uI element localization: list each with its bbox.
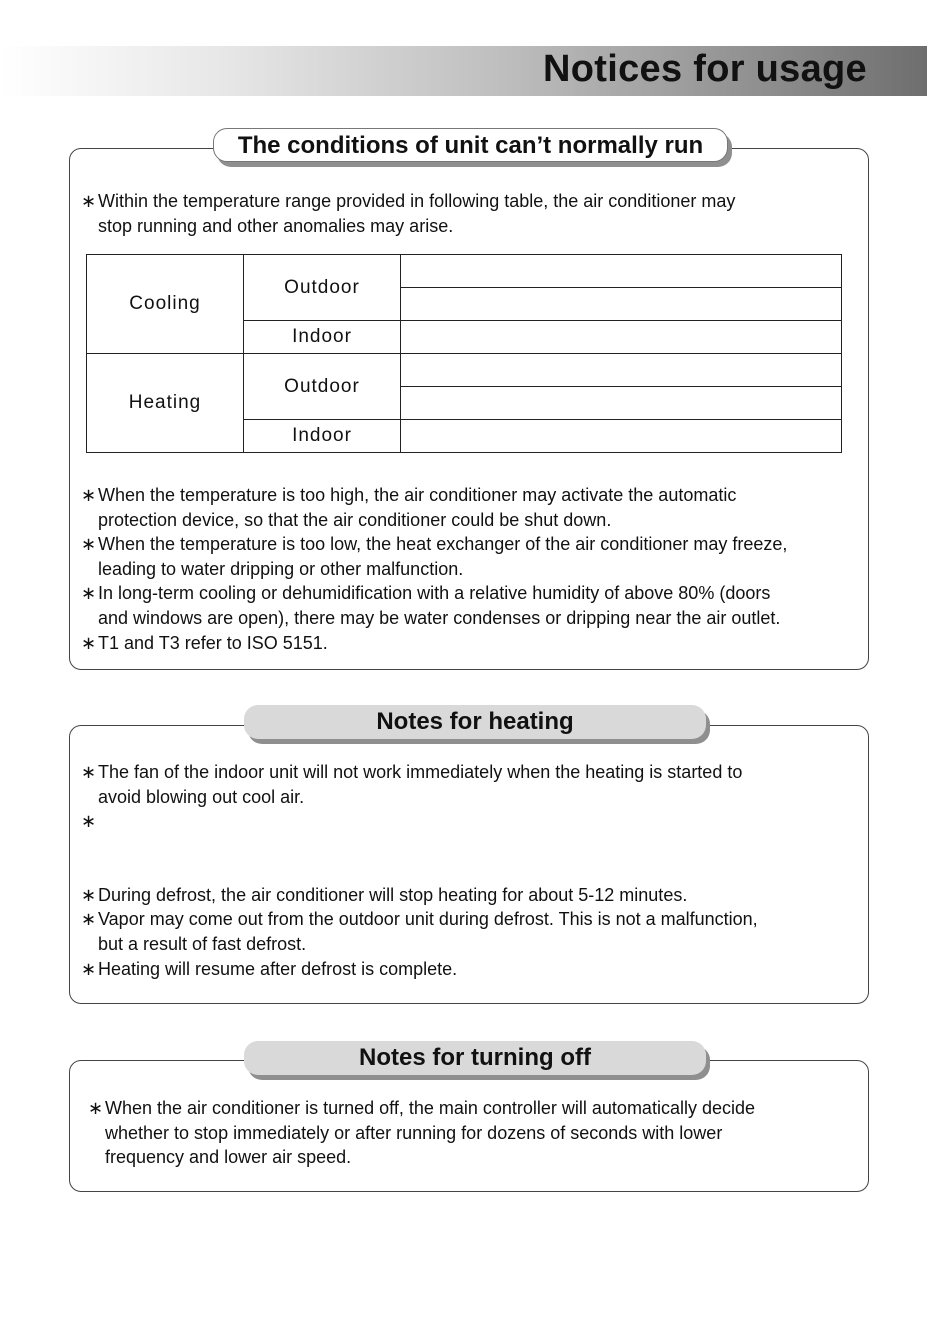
bullet: ∗ — [81, 762, 97, 782]
off-note-1-line-3: frequency and lower air speed. — [105, 1147, 352, 1168]
bullet: ∗ — [81, 534, 97, 555]
heating-heading: Notes for heating — [244, 705, 706, 739]
off-note-1-line-2: whether to stop immediately or after running for dozens of seconds with lower — [105, 1122, 723, 1143]
cond-note-1-line-1: When the temperature is too high, the air conditioner may activate the automatic — [98, 485, 737, 505]
heating-outdoor-value-1 — [401, 354, 842, 387]
cooling-outdoor-value-1 — [401, 255, 842, 288]
bullet: ∗ — [81, 485, 97, 505]
bullet: ∗ — [81, 811, 97, 832]
cooling-label: Cooling — [87, 255, 244, 354]
page-title: Notices for usage — [543, 48, 867, 90]
bullet: ∗ — [88, 1098, 104, 1118]
heat-note-3-line-1: During defrost, the air conditioner will stop heating for about 5-12 minutes. — [98, 884, 688, 905]
cond-note-1-line-2: protection device, so that the air conditioner could be shut down. — [98, 509, 612, 530]
intro-line-1: Within the temperature range provided in following table, the air conditioner may — [98, 191, 736, 211]
cooling-indoor-label: Indoor — [244, 321, 401, 354]
bullet: ∗ — [81, 958, 97, 979]
cooling-outdoor-value-2 — [401, 288, 842, 321]
heat-note-5-line-1: Heating will resume after defrost is complete. — [98, 958, 458, 979]
cooling-indoor-value — [401, 321, 842, 354]
conditions-notes — [81, 483, 787, 655]
heating-outdoor-value-2 — [401, 387, 842, 420]
heating-outdoor-label: Outdoor — [244, 354, 401, 420]
conditions-intro — [81, 189, 735, 238]
cooling-outdoor-label: Outdoor — [244, 255, 401, 321]
bullet: ∗ — [81, 632, 97, 653]
heating-indoor-value — [401, 420, 842, 453]
temperature-table — [86, 254, 842, 453]
cond-note-4-line-1: T1 and T3 refer to ISO 5151. — [98, 632, 328, 653]
header-bar — [0, 46, 927, 96]
intro-line-2: stop running and other anomalies may arise. — [98, 215, 454, 236]
bullet: ∗ — [81, 884, 97, 905]
off-note-1-line-1: When the air conditioner is turned off, the main controller will automatically decide — [105, 1098, 755, 1118]
heat-note-1-line-1: The fan of the indoor unit will not work immediately when the heating is started to — [98, 762, 743, 782]
bullet: ∗ — [81, 191, 97, 211]
cond-note-2-line-1: When the temperature is too low, the heat exchanger of the air conditioner may freeze, — [98, 534, 788, 555]
cond-note-3-line-1: In long-term cooling or dehumidification with a relative humidity of above 80% (doors — [98, 583, 771, 604]
cond-note-3-line-2: and windows are open), there may be water condenses or dripping near the air outlet. — [98, 607, 781, 628]
heating-indoor-label: Indoor — [244, 420, 401, 453]
heat-note-4-line-2: but a result of fast defrost. — [98, 933, 307, 954]
turning-off-heading: Notes for turning off — [244, 1041, 706, 1075]
bullet: ∗ — [81, 909, 97, 930]
heat-note-4-line-1: Vapor may come out from the outdoor unit during defrost. This is not a malfunction, — [98, 909, 758, 930]
turning-off-notes — [88, 1096, 755, 1170]
cond-note-2-line-2: leading to water dripping or other malfunction. — [98, 558, 464, 579]
bullet: ∗ — [81, 583, 97, 604]
heating-notes — [81, 760, 758, 981]
heating-label: Heating — [87, 354, 244, 453]
conditions-heading: The conditions of unit can’t normally run — [213, 128, 728, 162]
heat-note-1-line-2: avoid blowing out cool air. — [98, 786, 305, 807]
